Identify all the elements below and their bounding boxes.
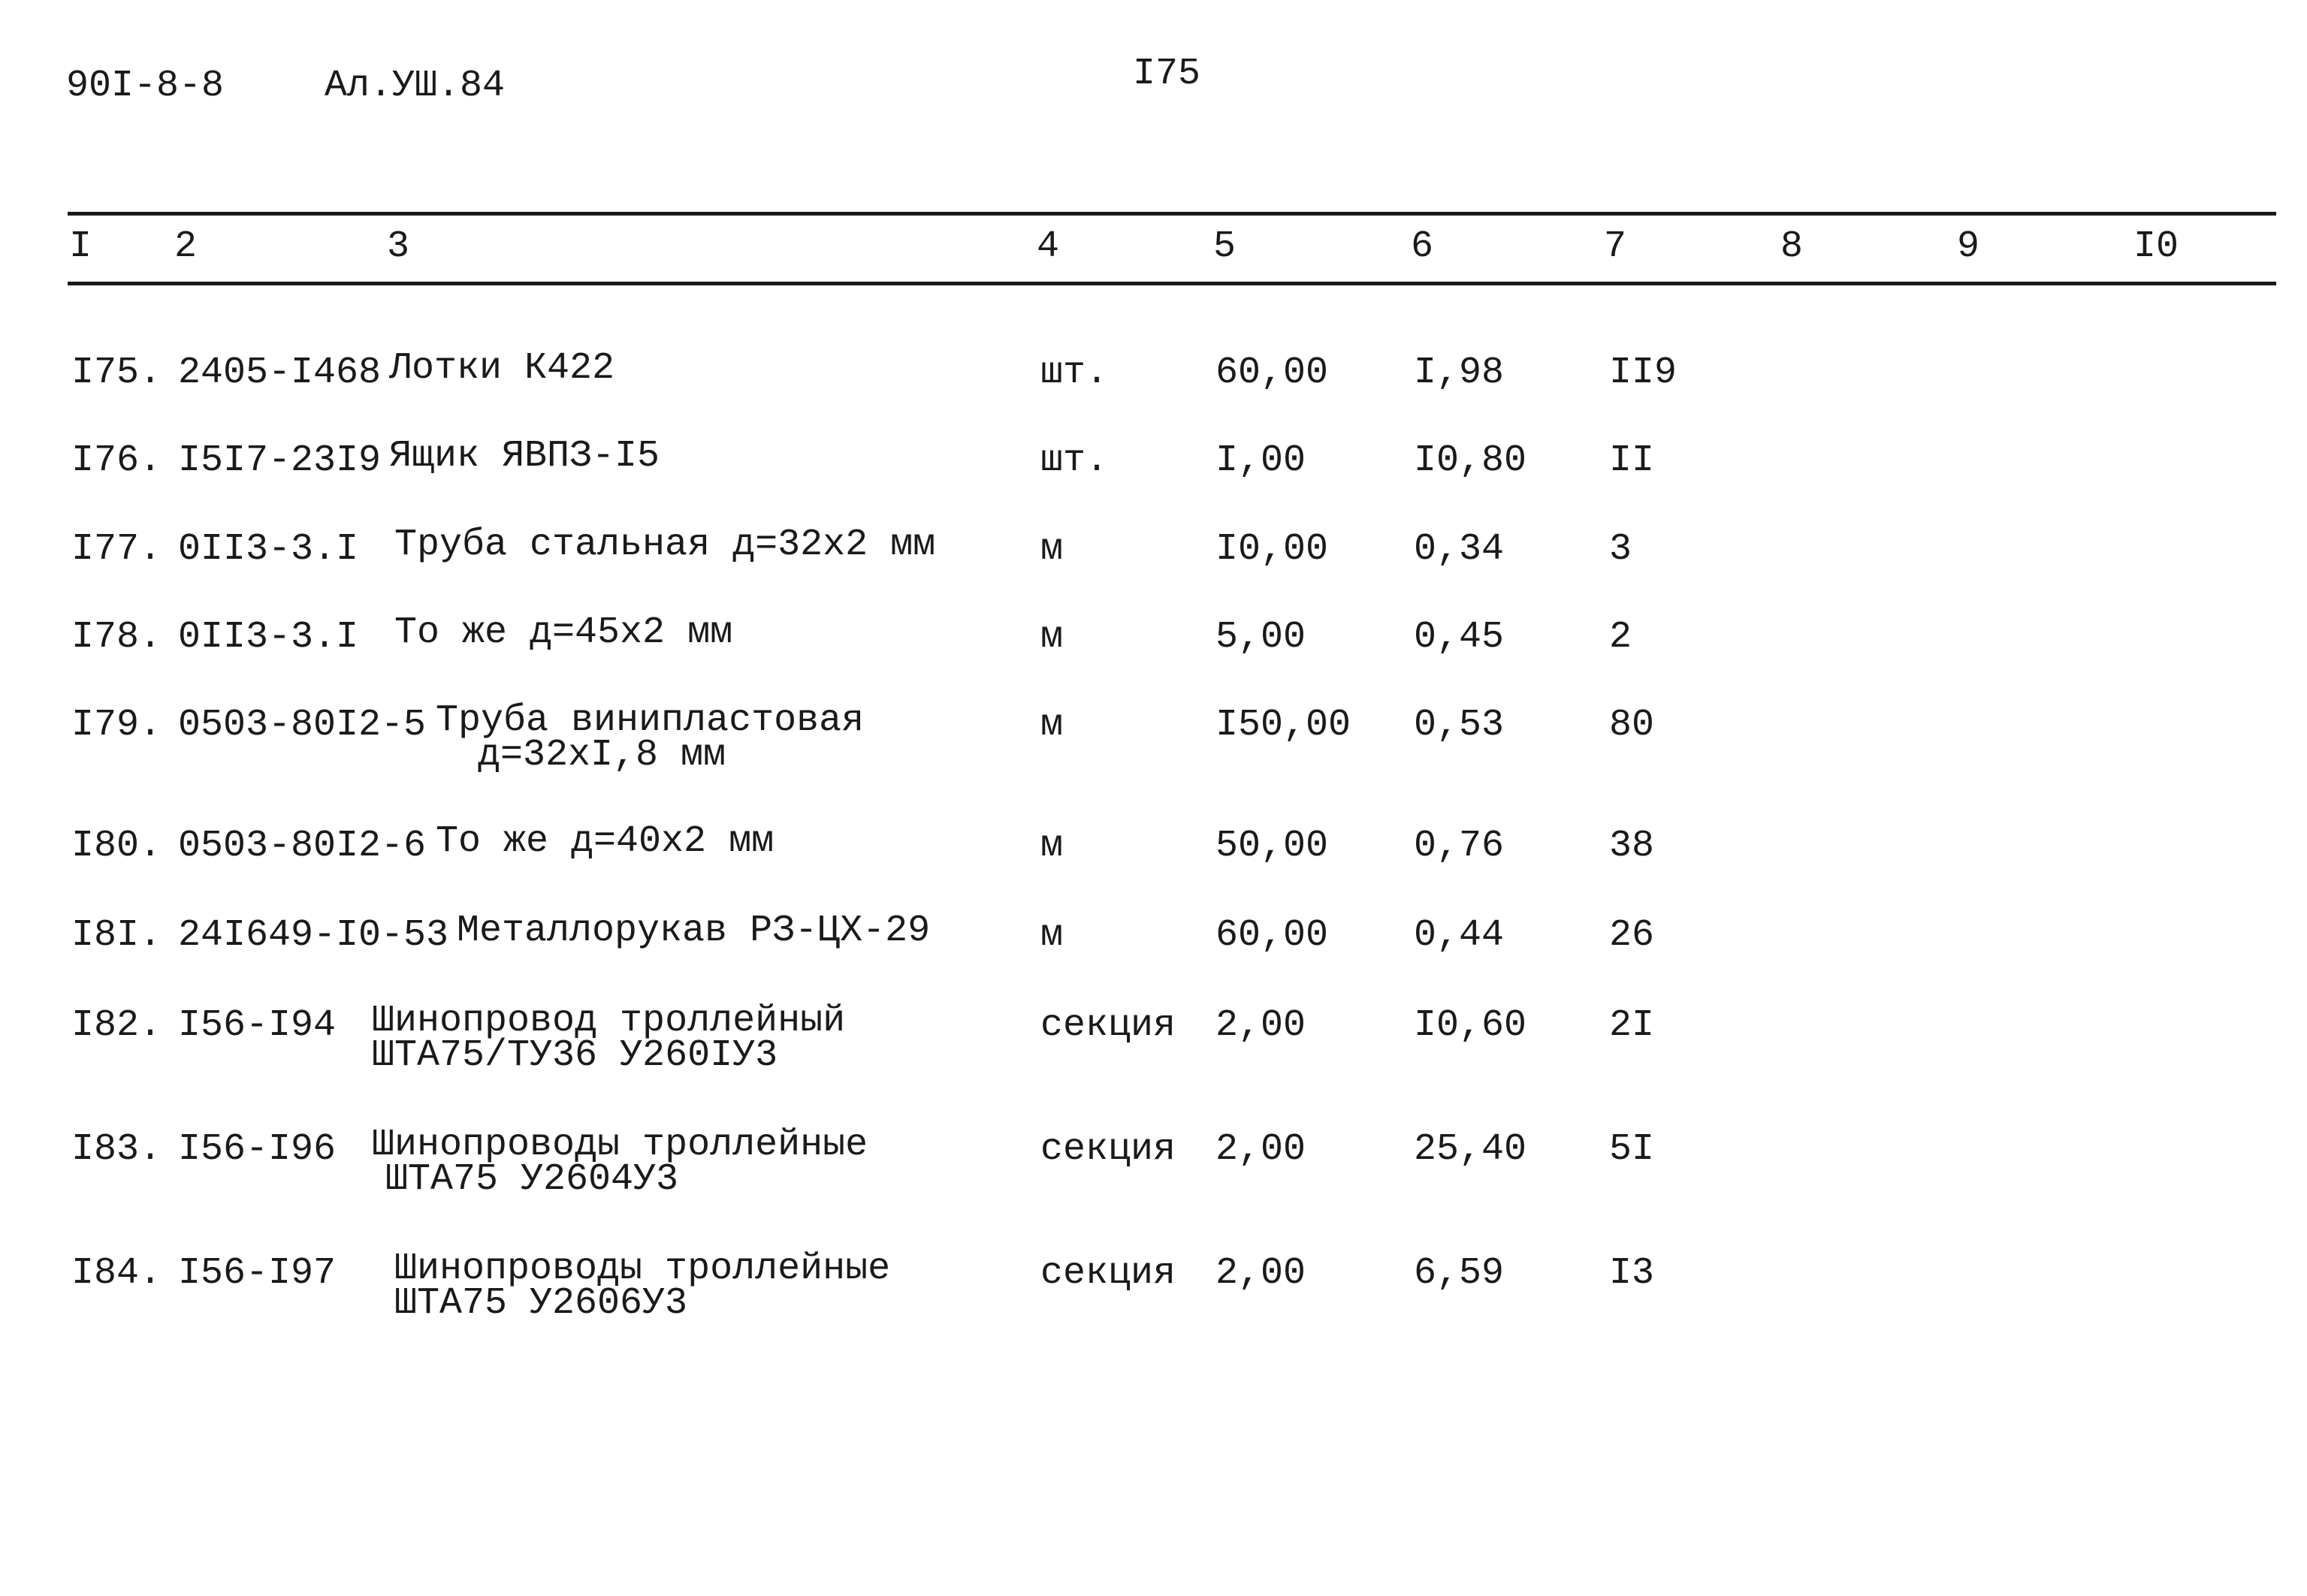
price-code: I56-I97 bbox=[178, 1252, 337, 1295]
row-number: I83. bbox=[71, 1128, 162, 1171]
price-code: I56-I94 bbox=[178, 1004, 337, 1047]
unit-price: 6,59 bbox=[1414, 1252, 1505, 1295]
price-code: I56-I96 bbox=[178, 1128, 337, 1171]
row-number: I8I. bbox=[71, 914, 162, 957]
price-code: 0II3-3.I bbox=[178, 528, 359, 571]
unit-price: I,98 bbox=[1414, 351, 1505, 394]
total-cost: 80 bbox=[1609, 704, 1655, 747]
row-number: I80. bbox=[71, 825, 162, 867]
quantity: 5,00 bbox=[1215, 616, 1306, 659]
unit: шт. bbox=[1040, 439, 1109, 482]
unit: м bbox=[1040, 914, 1064, 957]
total-cost: 3 bbox=[1609, 528, 1632, 571]
total-cost: 2 bbox=[1609, 616, 1632, 659]
unit-price: 0,53 bbox=[1414, 704, 1505, 747]
column-header: I bbox=[69, 225, 92, 268]
total-cost: II bbox=[1609, 439, 1655, 482]
unit: шт. bbox=[1040, 351, 1109, 394]
unit: секция bbox=[1040, 1252, 1176, 1295]
price-code: 24I649-I0-53 bbox=[178, 914, 449, 957]
total-cost: 26 bbox=[1609, 914, 1655, 957]
unit: м bbox=[1040, 616, 1064, 659]
row-number: I75. bbox=[71, 351, 162, 394]
quantity: 2,00 bbox=[1215, 1252, 1306, 1295]
unit-price: 0,45 bbox=[1414, 616, 1505, 659]
total-cost: II9 bbox=[1609, 351, 1677, 394]
table-header-rule bbox=[68, 282, 2276, 285]
row-number: I79. bbox=[71, 704, 162, 747]
item-name: Шинопроводы троллейные ШТА75 У2604У3 bbox=[372, 1124, 868, 1201]
column-header: 5 bbox=[1213, 225, 1237, 268]
quantity: I50,00 bbox=[1215, 704, 1351, 747]
unit-price: 0,34 bbox=[1414, 528, 1505, 571]
item-name: Труба стальная д=32х2 мм bbox=[394, 523, 936, 566]
total-cost: 38 bbox=[1609, 825, 1655, 867]
column-header: 2 bbox=[174, 225, 198, 268]
unit: секция bbox=[1040, 1004, 1176, 1047]
quantity: I0,00 bbox=[1215, 528, 1329, 571]
unit: м bbox=[1040, 825, 1064, 867]
column-header: 7 bbox=[1604, 225, 1627, 268]
unit-price: I0,80 bbox=[1414, 439, 1527, 482]
unit: м bbox=[1040, 704, 1064, 747]
column-header: I0 bbox=[2133, 225, 2179, 268]
unit: секция bbox=[1040, 1128, 1176, 1171]
item-name: То же д=45х2 мм bbox=[394, 611, 733, 654]
quantity: I,00 bbox=[1215, 439, 1306, 482]
column-header: 6 bbox=[1411, 225, 1434, 268]
unit-price: 0,44 bbox=[1414, 914, 1505, 957]
item-name: Труба винипластовая д=32хI,8 мм bbox=[436, 699, 865, 777]
unit-price: I0,60 bbox=[1414, 1004, 1527, 1047]
item-name: Лотки К422 bbox=[389, 347, 615, 390]
column-header: 8 bbox=[1780, 225, 1804, 268]
table-top-rule bbox=[68, 212, 2276, 216]
quantity: 2,00 bbox=[1215, 1128, 1306, 1171]
price-code: 0503-80I2-5 bbox=[178, 704, 427, 747]
column-header: 9 bbox=[1957, 225, 1980, 268]
page-number: I75 bbox=[1133, 53, 1201, 95]
quantity: 50,00 bbox=[1215, 825, 1329, 867]
document-code: 90I-8-8 bbox=[66, 65, 225, 107]
quantity: 60,00 bbox=[1215, 914, 1329, 957]
total-cost: I3 bbox=[1609, 1252, 1655, 1295]
unit-price: 0,76 bbox=[1414, 825, 1505, 867]
total-cost: 5I bbox=[1609, 1128, 1655, 1171]
quantity: 2,00 bbox=[1215, 1004, 1306, 1047]
item-name: То же д=40х2 мм bbox=[436, 820, 775, 863]
item-name: Шинопровод троллейный ШТА75/ТУ36 У260IУ3 bbox=[372, 1000, 846, 1077]
row-number: I82. bbox=[71, 1004, 162, 1047]
price-code: 0II3-3.I bbox=[178, 616, 359, 659]
unit-price: 25,40 bbox=[1414, 1128, 1527, 1171]
row-number: I78. bbox=[71, 616, 162, 659]
row-number: I77. bbox=[71, 528, 162, 571]
total-cost: 2I bbox=[1609, 1004, 1655, 1047]
column-header: 4 bbox=[1037, 225, 1060, 268]
price-code: 2405-I468 bbox=[178, 351, 382, 394]
unit: м bbox=[1040, 528, 1064, 571]
item-name: Ящик ЯВПЗ-I5 bbox=[389, 435, 660, 478]
item-name: Шинопроводы троллейные ШТА75 У2606У3 bbox=[394, 1248, 891, 1325]
price-code: 0503-80I2-6 bbox=[178, 825, 427, 867]
album-number: Ал.УШ.84 bbox=[325, 65, 506, 107]
price-code: I5I7-23I9 bbox=[178, 439, 382, 482]
row-number: I76. bbox=[71, 439, 162, 482]
column-header: 3 bbox=[387, 225, 410, 268]
quantity: 60,00 bbox=[1215, 351, 1329, 394]
row-number: I84. bbox=[71, 1252, 162, 1295]
item-name: Металлорукав РЗ-ЦХ-29 bbox=[457, 910, 931, 952]
